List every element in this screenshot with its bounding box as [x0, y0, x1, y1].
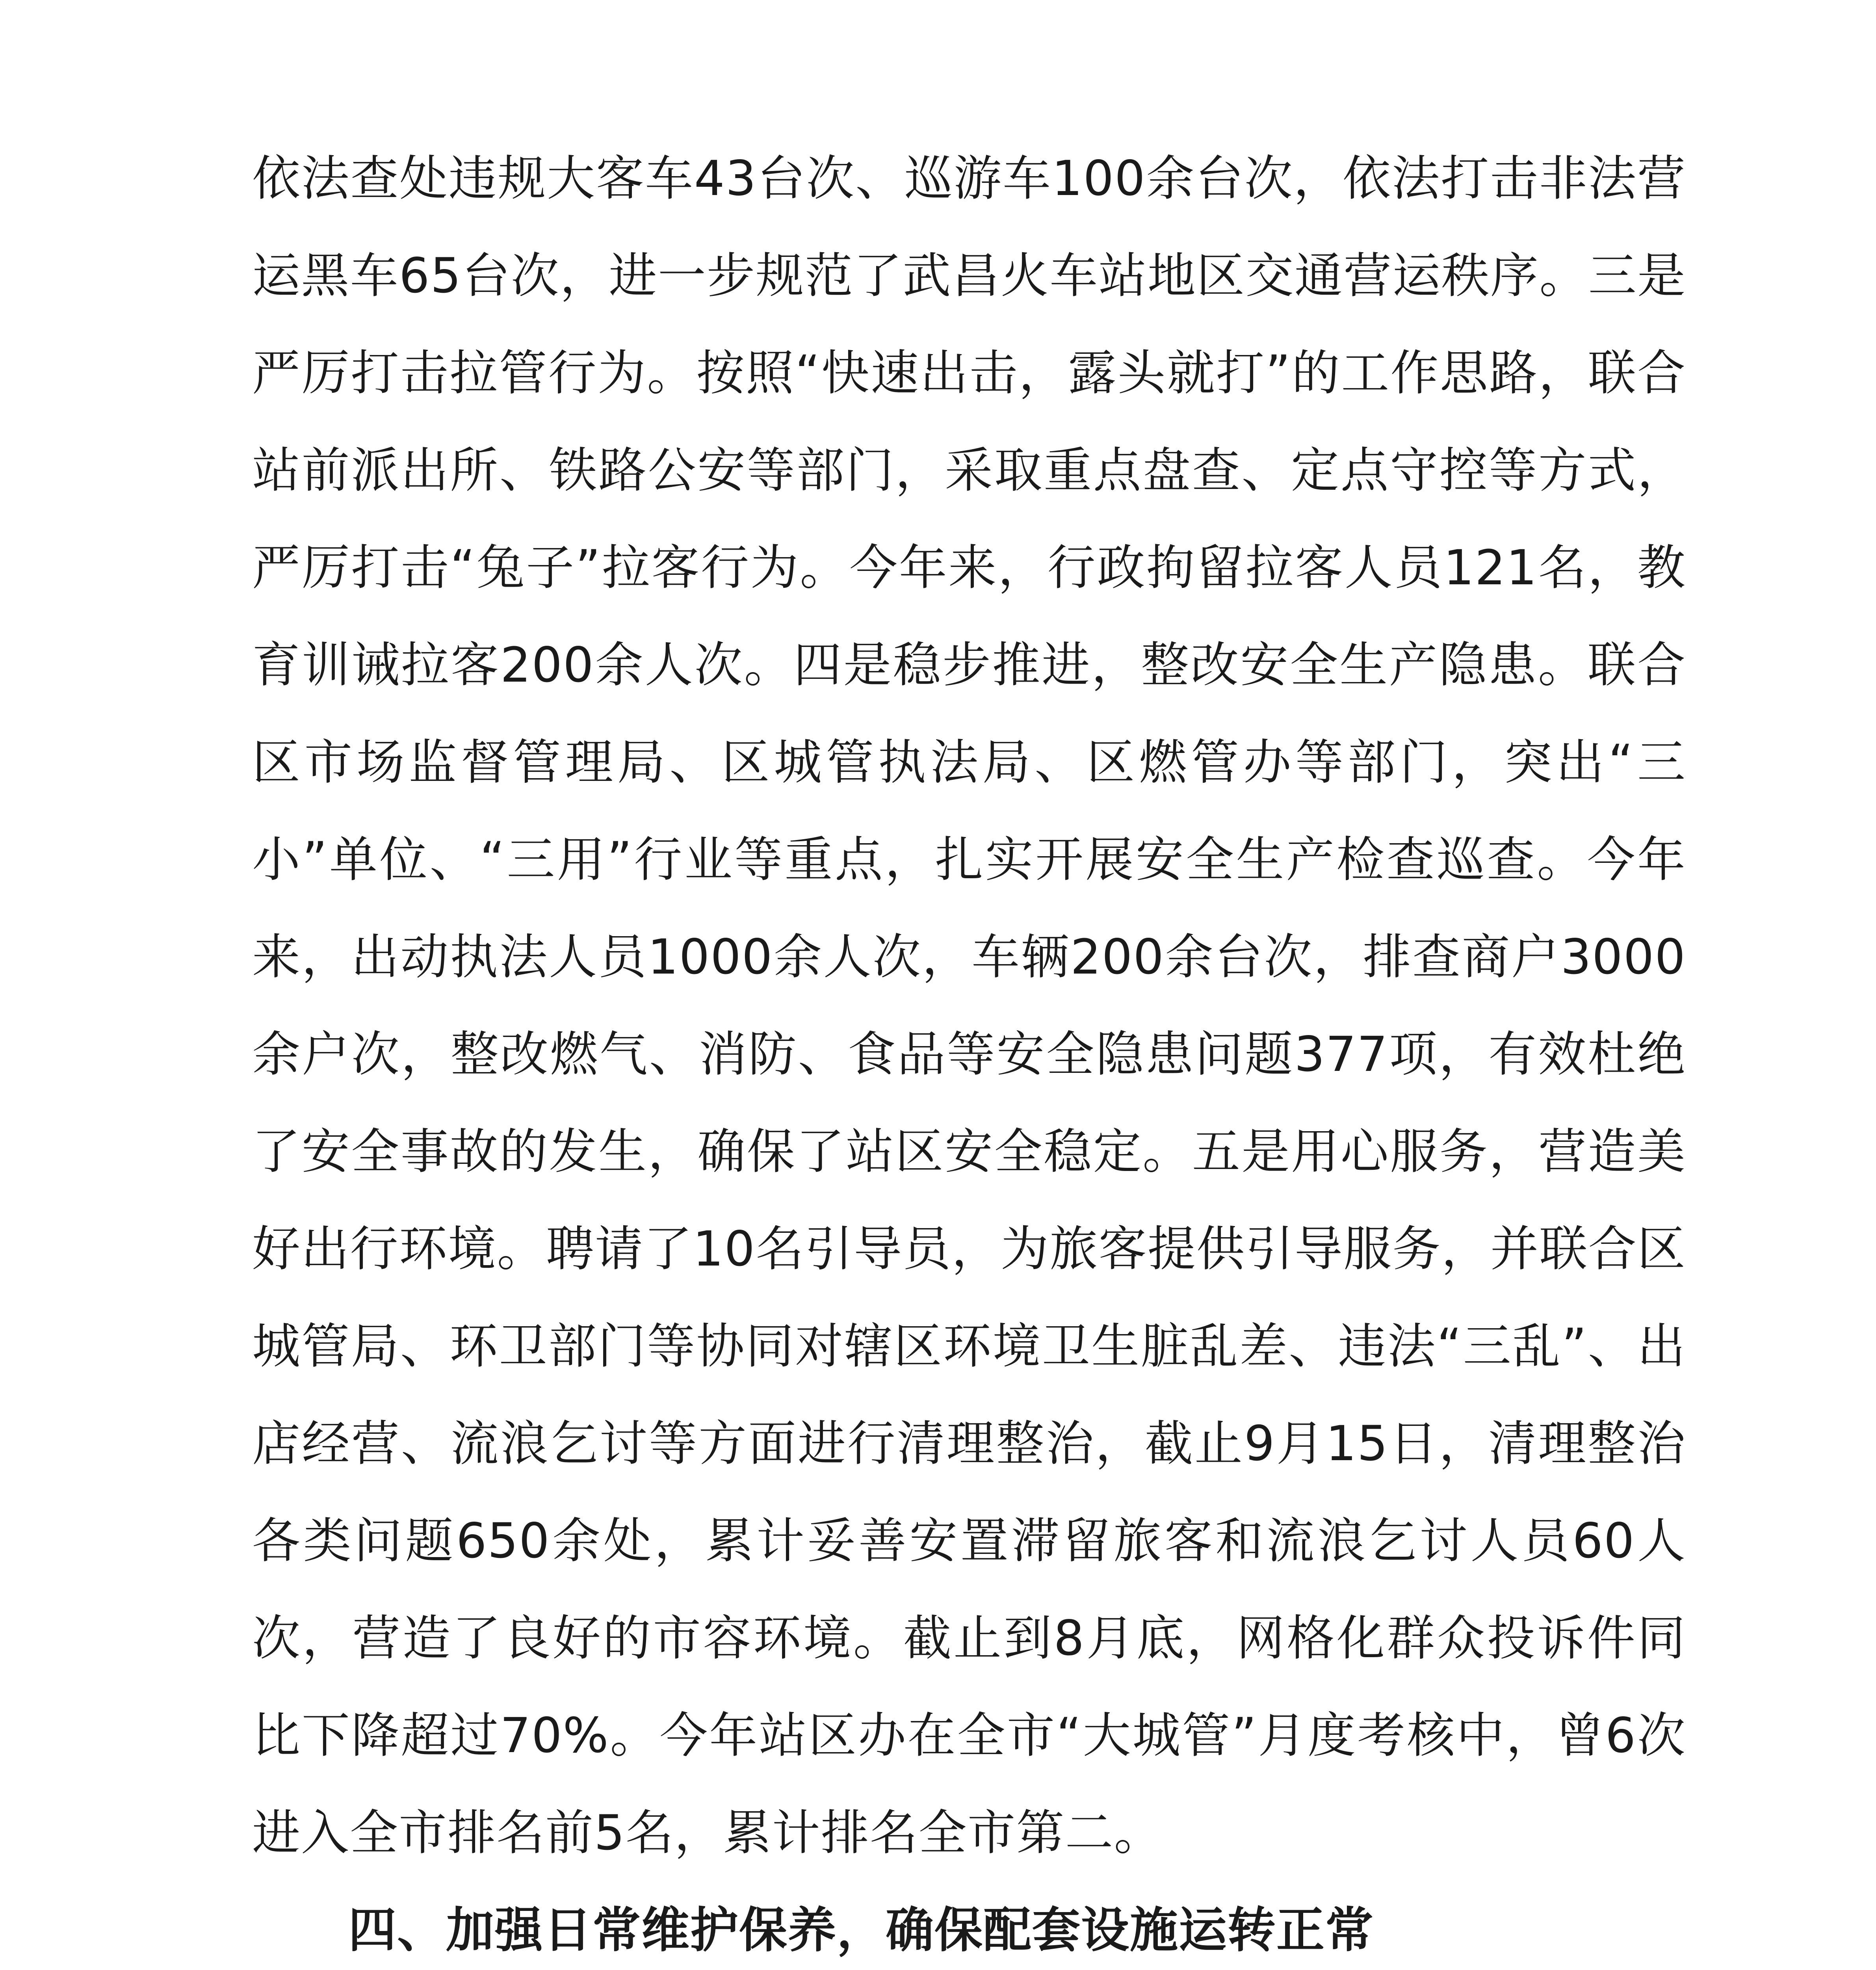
paragraph-continuation: 依法查处违规大客车43台次、巡游车100余台次，依法打击非法营运黑车65台次，进一步规范了武昌火车站地区交通营运秩序。三是严厉打击拉管行为。按照“快速出击，露头就打”的工作思路，联合站前派出所、铁路公安等部门，采取重点盘查、定点守控等方式，严厉打击“兔子”拉客行为。今年来，行政拘留拉客人员121名，教育训诫拉客200余人次。四是稳步推进，整改安全生产隐患。联合区市场监督管理局、区城管执法局、区燃管办等部门，突出“三小”单位、“三用”行业等重点，扎实开展安全生产检查巡查。今年来，出动执法人员1000余人次，车辆200余台次，排查商户3000余户次，整改燃气、消防、食品等安全隐患问题377项，有效杜绝了安全事故的发生，确保了站区安全稳定。五是用心服务，营造美好出行环境。聘请了10名引导员，为旅客提供引导服务，并联合区城管局、环卫部门等协同对辖区环境卫生脏乱差、违法“三乱”、出店经营、流浪乞讨等方面进行清理整治，截止9月15日，清理整治各类问题650余处，累计妥善安置滞留旅客和流浪乞讨人员60人次，营造了良好的市容环境。截止到8月底，网格化群众投诉件同比下降超过70%。今年站区办在全市“大城管”月度考核中，曾6次进入全市排名前5名，累计排名全市第二。 — [252, 151, 1686, 1861]
section-heading: 四、加强日常维护保养，确保配套设施运转正常 — [348, 1902, 1374, 1958]
document-body — [252, 130, 1686, 1970]
